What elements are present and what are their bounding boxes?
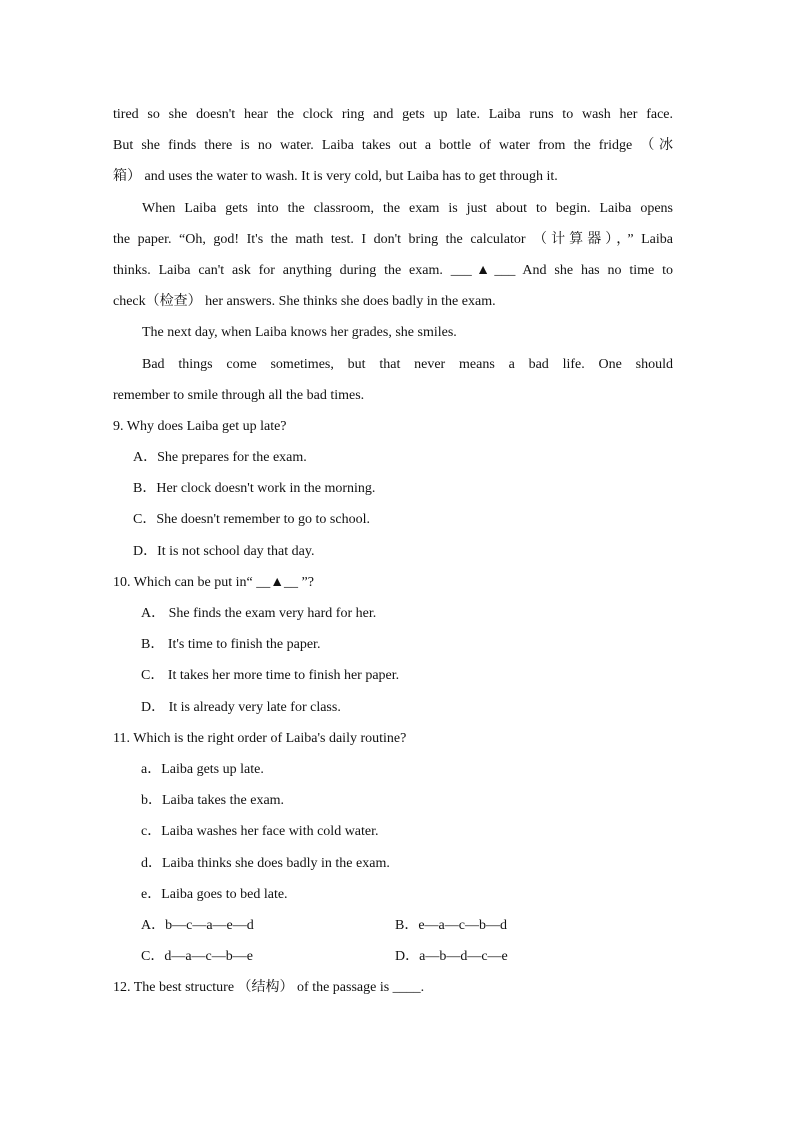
passage-line: When Laiba gets into the classroom, the exam is just about to begin. Laiba opens [142, 200, 673, 216]
answer-option: B． It's time to finish the paper. [141, 637, 321, 653]
passage-line: thinks. Laiba can't ask for anything during the exam. ___▲___ And she has no time to [113, 262, 673, 278]
sequence-item: c．Laiba washes her face with cold water. [141, 824, 379, 840]
answer-option: C．d—a—c—b—e [141, 949, 253, 965]
question-stem: 11. Which is the right order of Laiba's daily routine? [113, 730, 407, 746]
passage-line: the paper. “Oh, god! It's the math test. I don't bring the calculator （计算器），” Laiba [113, 231, 673, 247]
passage-line: Bad things come sometimes, but that never means a bad life. One should [142, 356, 673, 372]
passage-line: check（检查） her answers. She thinks she does badly in the exam. [113, 294, 496, 310]
answer-option: D．a—b—d—c—e [395, 949, 508, 965]
answer-option: D．It is not school day that day. [133, 543, 315, 559]
question-stem: 9. Why does Laiba get up late? [113, 418, 287, 434]
sequence-item: a．Laiba gets up late. [141, 761, 264, 777]
answer-option: A．She prepares for the exam. [133, 450, 307, 466]
options-row [113, 910, 673, 941]
page-content [113, 99, 673, 1003]
passage-line: remember to smile through all the bad times. [113, 387, 365, 403]
question-stem: 12. The best structure （结构） of the passage is ____. [113, 980, 425, 996]
passage-line: tired so she doesn't hear the clock ring and gets up late. Laiba runs to wash her face. [113, 107, 673, 122]
sequence-item: d．Laiba thinks she does badly in the exam. [141, 855, 390, 871]
answer-option: A．b—c—a—e—d [141, 917, 254, 933]
answer-option: A． She finds the exam very hard for her. [141, 606, 377, 621]
sequence-item: b．Laiba takes the exam. [141, 793, 285, 809]
answer-option: B．e—a—c—b—d [395, 917, 507, 933]
options-row [113, 941, 673, 972]
answer-option: C． It takes her more time to finish her paper. [141, 668, 400, 684]
sequence-item: e．Laiba goes to bed late. [141, 886, 288, 902]
answer-option: B．Her clock doesn't work in the morning. [133, 481, 376, 497]
answer-option: D． It is already very late for class. [141, 699, 341, 715]
passage-line: The next day, when Laiba knows her grades, she smiles. [142, 325, 457, 341]
passage-line: But she finds there is no water. Laiba takes out a bottle of water from the fridge （冰 [113, 138, 673, 154]
passage-line: 箱） and uses the water to wash. It is very cold, but Laiba has to get through it. [113, 169, 558, 185]
answer-option: C．She doesn't remember to go to school. [133, 512, 370, 528]
question-stem: 10. Which can be put in“ __▲__ ”? [113, 574, 314, 590]
